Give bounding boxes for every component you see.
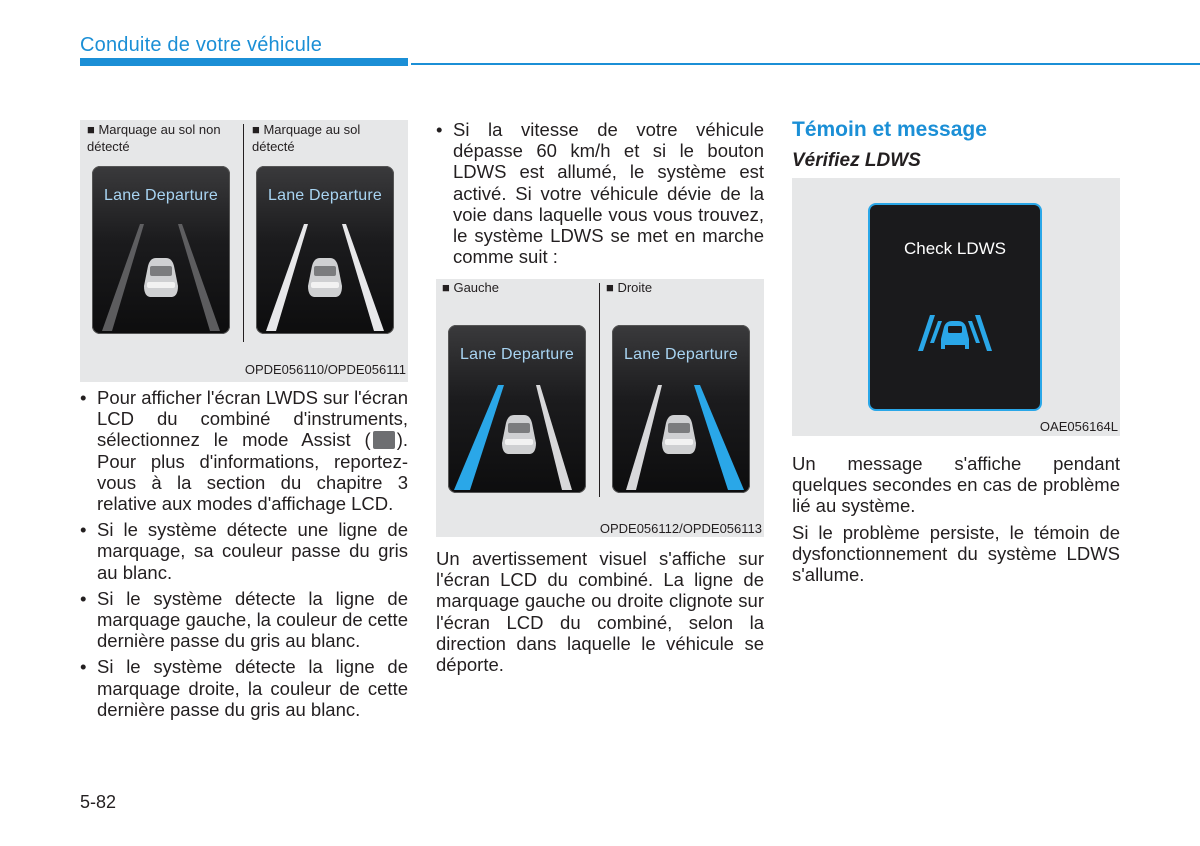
lcd-screen-not-detected bbox=[92, 166, 230, 334]
list-item: • Si le système détecte la ligne de marquage droite, la couleur de cette dernière passe du gris au blanc. bbox=[80, 656, 408, 720]
header-rule-thick bbox=[80, 58, 408, 66]
figure-caption-left: ■ Gauche bbox=[442, 280, 499, 295]
lane-departure-warning-icon bbox=[868, 203, 1042, 411]
screen-message: Check LDWS bbox=[903, 239, 1007, 258]
figure-code: OAE056164L bbox=[1039, 419, 1118, 434]
lcd-screen-detected bbox=[256, 166, 394, 334]
left-bullet-list bbox=[80, 387, 408, 725]
section-title: Témoin et message bbox=[792, 118, 987, 141]
figure-caption-right: ■ Droite bbox=[606, 280, 653, 295]
figure-code: OPDE056112/OPDE056113 bbox=[599, 521, 762, 536]
lane-graphic bbox=[448, 325, 586, 493]
car-icon bbox=[662, 415, 696, 454]
list-item: • Pour afficher l'écran LWDS sur l'écran LCD du combiné d'instruments, sélectionnez le mode Assist ( ). Pour plus d'informations, reportez-vous à la section du chapitre 3 relative aux modes d'affichage LCD. bbox=[80, 387, 408, 514]
right-paragraph-1: Un message s'affiche pendant quelques secondes en cas de problème lié au système. bbox=[792, 453, 1120, 517]
section-header-title: Conduite de votre véhicule bbox=[80, 34, 323, 56]
screen-label: Lane Departure bbox=[268, 187, 382, 204]
figure-divider bbox=[243, 124, 244, 342]
figure-code: OPDE056110/OPDE056111 bbox=[244, 362, 406, 377]
car-icon bbox=[502, 415, 536, 454]
screen-label: Lane Departure bbox=[104, 187, 218, 204]
list-item: • Si le système détecte la ligne de marquage gauche, la couleur de cette dernière passe du gris au blanc. bbox=[80, 588, 408, 652]
middle-paragraph: Un avertissement visuel s'affiche sur l'écran LCD du combiné. La ligne de marquage gauche ou droite clignote sur l'écran LCD du combiné, selon la direction dans laquelle le véhicule se déporte. bbox=[436, 548, 764, 676]
lane-graphic bbox=[256, 166, 394, 334]
figure-caption-not-detected: ■ Marquage au sol non détecté bbox=[87, 122, 221, 154]
screen-label: Lane Departure bbox=[460, 346, 574, 363]
lcd-screen-right-departure bbox=[612, 325, 750, 493]
right-paragraph-2: Si le problème persiste, le témoin de dysfonctionnement du système LDWS s'allume. bbox=[792, 522, 1120, 586]
assist-mode-icon bbox=[373, 431, 395, 449]
figure-lane-marking bbox=[80, 120, 408, 382]
figure-divider bbox=[599, 283, 600, 497]
list-item: • Si le système détecte une ligne de marquage, sa couleur passe du gris au blanc. bbox=[80, 519, 408, 583]
subsection-title: Vérifiez LDWS bbox=[792, 150, 921, 171]
list-item: • Si la vitesse de votre véhicule dépasse 60 km/h et si le bouton LDWS est allumé, le système est activé. Si votre véhicule dévie de la voie dans laquelle vous vous trouvez, le système LDWS se met en marche comme suit : bbox=[436, 119, 764, 267]
lane-graphic bbox=[92, 166, 230, 334]
page-number: 5-82 bbox=[80, 792, 117, 812]
lane-graphic bbox=[612, 325, 750, 493]
figure-caption-detected: ■ Marquage au sol détecté bbox=[252, 122, 361, 154]
header-rule-thin bbox=[411, 63, 1200, 65]
check-ldws-screen bbox=[868, 203, 1042, 411]
car-icon bbox=[144, 258, 178, 297]
car-icon bbox=[308, 258, 342, 297]
middle-bullet-list bbox=[436, 119, 764, 272]
screen-label: Lane Departure bbox=[624, 346, 738, 363]
lcd-screen-left-departure bbox=[448, 325, 586, 493]
figure-lane-departure bbox=[436, 279, 764, 537]
